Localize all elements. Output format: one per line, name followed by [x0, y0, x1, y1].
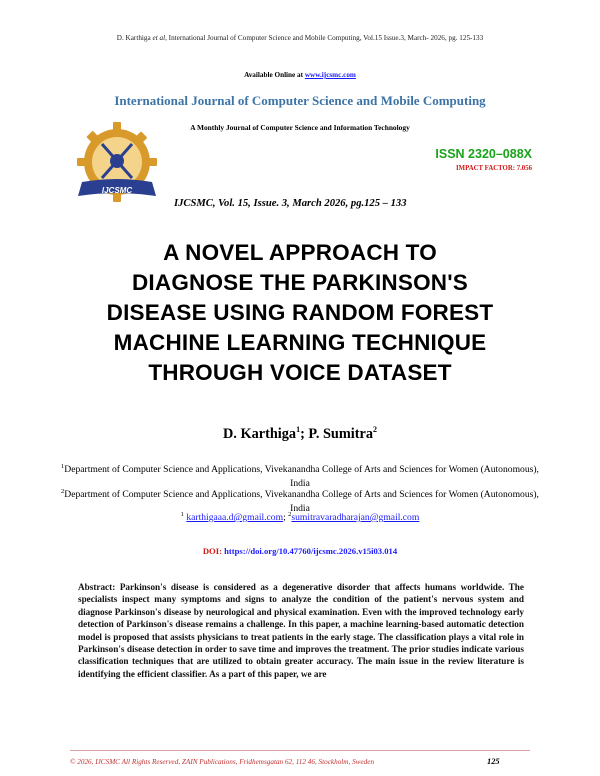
issn-number: ISSN 2320–088X	[435, 147, 532, 161]
journal-name: International Journal of Computer Science and Mobile Computing	[114, 93, 486, 108]
doi-link[interactable]: https://doi.org/10.47760/ijcsmc.2026.v15i03.014	[224, 546, 398, 556]
affil-text: Department of Computer Science and Applications, Vivekanandha College of Arts and Sciences for Women (Autonomous), India	[64, 489, 539, 514]
author-emails	[0, 511, 600, 523]
header-authors: D. Karthiga	[116, 34, 151, 42]
title-line: DIAGNOSE THE PARKINSON'S	[131, 270, 469, 295]
title-line: DISEASE USING RANDOM FOREST	[106, 300, 494, 325]
footer-divider	[70, 750, 530, 751]
abstract-label: Abstract:	[78, 582, 116, 592]
doi-line	[0, 546, 600, 556]
abstract	[78, 581, 524, 680]
journal-website-link[interactable]: www.ijcsmc.com	[304, 71, 356, 79]
email-link[interactable]: karthigaaa.d@gmail.com	[186, 512, 284, 524]
author-name: P. Sumitra	[308, 425, 374, 442]
title-line: MACHINE LEARNING TECHNIQUE	[113, 330, 487, 355]
author-affil-mark: 2	[373, 425, 378, 434]
paper-title	[40, 238, 560, 388]
abstract-text: Parkinson's disease is considered as a degenerative disorder that affects humans worldwide. The specialists inspect many symptoms and signs to analyze the condition of the patient's nervous system and diagnose Parkinson's disease by neurological and physical examination. Even with the improved technology early detection of Parkinson's disease remains a challenge. In this paper, a machine learning-based automatic detection model is proposed that assists physicians to treat patients in the early stage. The classification plays a vital role in Parkinson's disease detection in order to save time and improves the treatment. The prior studies indicate various classification techniques that are utilized to obtain greater accuracy. The main issue in the review literature is identifying the efficient classifier. As a part of this paper, we are	[78, 582, 524, 679]
logo-text: IJCSMC	[101, 186, 133, 195]
author-list	[0, 425, 600, 443]
doi-label: DOI:	[202, 546, 225, 556]
email-mark: 1	[180, 511, 184, 518]
issue-citation: IJCSMC, Vol. 15, Issue. 3, March 2026, pg.125 – 133	[174, 198, 407, 209]
affil-mark: 2	[61, 488, 65, 495]
affil-text: Department of Computer Science and Applications, Vivekanandha College of Arts and Sciences for Women (Autonomous), India	[64, 464, 539, 489]
availability-line	[0, 71, 600, 79]
availability-label: Available Online at	[244, 71, 305, 79]
email-separator: ;	[283, 512, 289, 524]
impact-factor: IMPACT FACTOR: 7.056	[456, 165, 532, 172]
header-citation: , International Journal of Computer Science and Mobile Computing, Vol.15 Issue.3, March- 2026, pg. 125-133	[165, 34, 484, 42]
journal-subtitle: A Monthly Journal of Computer Science and Information Technology	[190, 123, 410, 132]
author-affil-mark: 1	[296, 425, 301, 434]
title-line: A NOVEL APPROACH TO	[163, 240, 437, 265]
email-link[interactable]: sumitravaradharajan@gmail.com	[291, 512, 420, 524]
email-mark: 2	[288, 511, 292, 518]
ijcsmc-logo	[64, 118, 170, 210]
header-etal: et al	[152, 34, 166, 42]
footer-copyright: © 2026, IJCSMC All Rights Reserved, ZAIN Publications, Fridhemsgatan 62, 112 46, Stockholm, Sweden	[70, 758, 375, 766]
page-number: 125	[487, 757, 500, 766]
author-name: D. Karthiga	[222, 425, 297, 442]
author-separator: ;	[300, 425, 309, 442]
title-line: THROUGH VOICE DATASET	[148, 360, 452, 385]
running-header	[0, 34, 600, 42]
affil-mark: 1	[61, 463, 65, 470]
